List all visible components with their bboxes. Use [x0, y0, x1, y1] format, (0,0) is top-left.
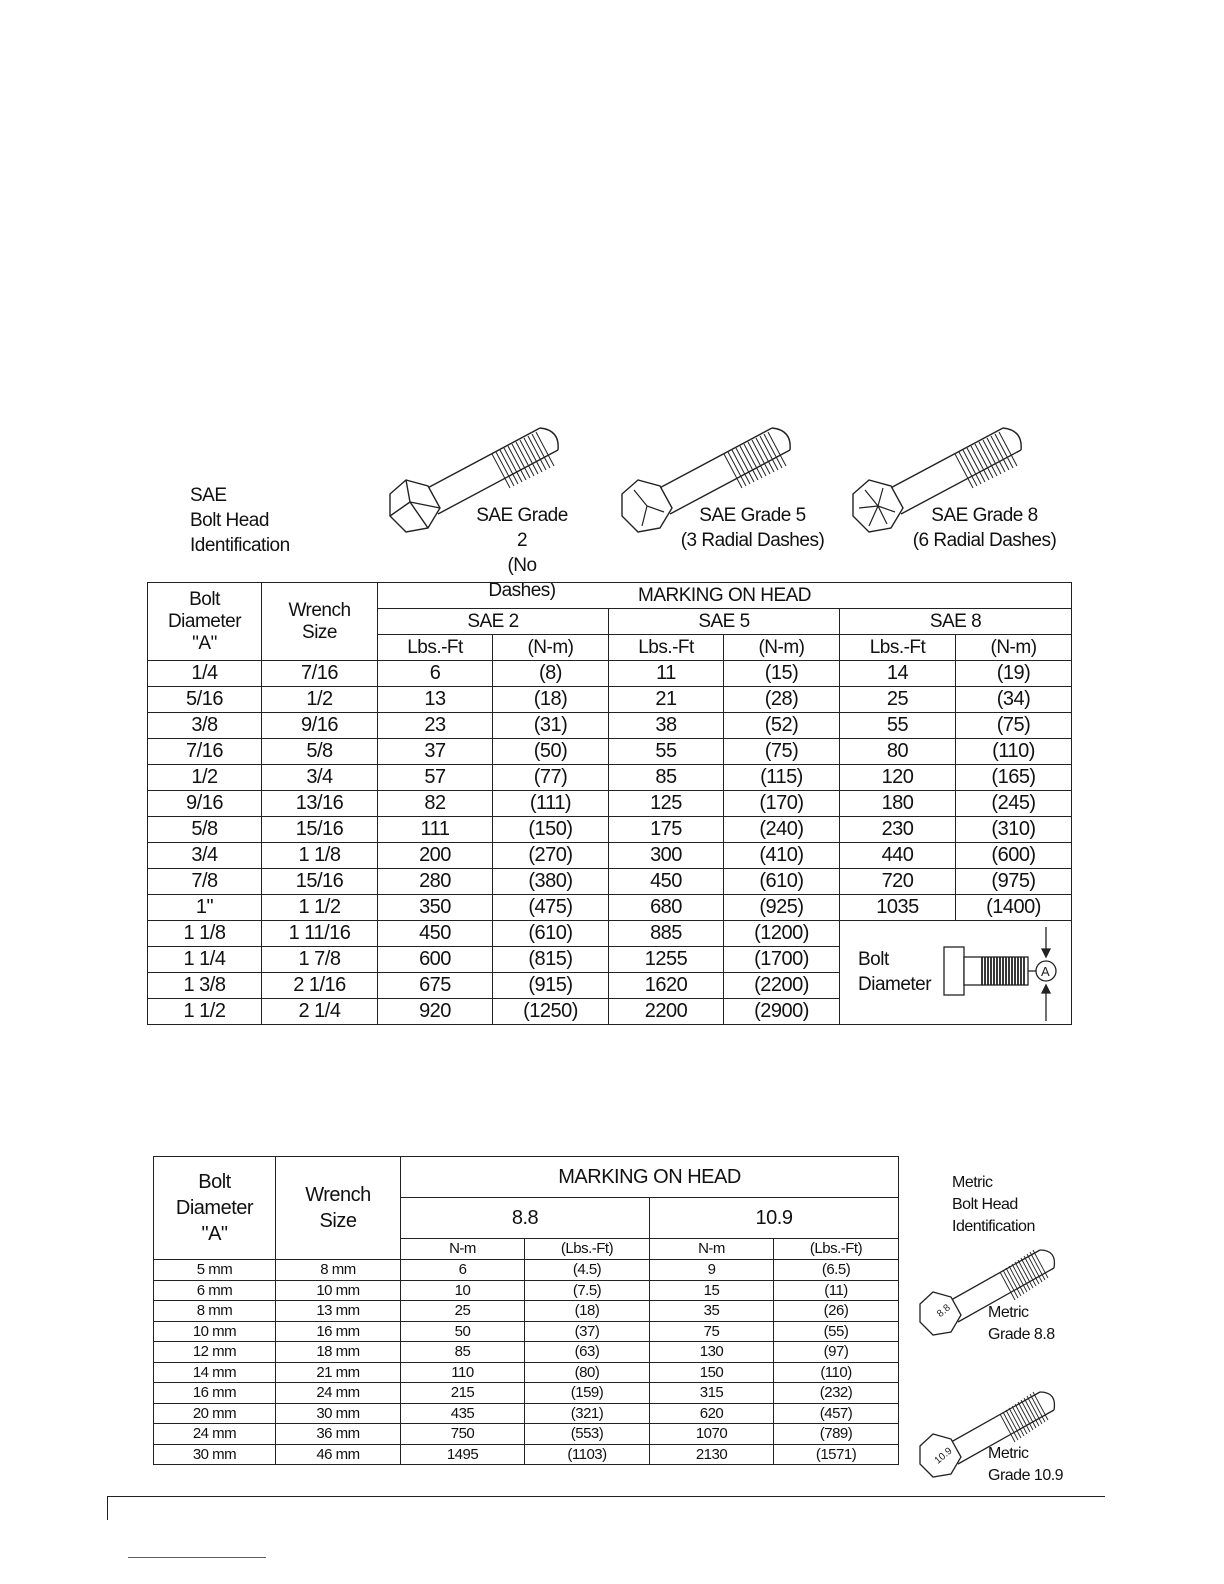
table-cell: 12 mm: [154, 1342, 276, 1363]
table-cell: 13/16: [262, 791, 378, 817]
table-cell: 9: [650, 1260, 774, 1281]
grade-line: Metric: [988, 1445, 1029, 1462]
table-cell: 5/16: [148, 687, 262, 713]
table-cell: 13 mm: [276, 1301, 401, 1322]
table-cell: (31): [493, 713, 609, 739]
table-cell: 7/16: [262, 661, 378, 687]
sae-torque-table: [147, 582, 1072, 1025]
sae-ident-line: Identification: [190, 535, 290, 556]
table-cell: (165): [956, 765, 1072, 791]
grade-note: (6 Radial Dashes): [912, 530, 1057, 551]
table-cell: (19): [956, 661, 1072, 687]
table-cell: 1/2: [262, 687, 378, 713]
table-row: [154, 1424, 899, 1445]
table-cell: 435: [401, 1403, 525, 1424]
header-line: Wrench: [288, 599, 351, 621]
table-cell: (310): [956, 817, 1072, 843]
table-row: [154, 1321, 899, 1342]
table-cell: (170): [724, 791, 840, 817]
grade-name: SAE Grade 5: [699, 505, 806, 526]
table-cell: 7/16: [148, 739, 262, 765]
table-cell: (37): [525, 1321, 650, 1342]
table-cell: 111: [378, 817, 493, 843]
table-cell: 10: [401, 1280, 525, 1301]
unit-header: Lbs.-Ft: [840, 635, 956, 661]
table-cell: (240): [724, 817, 840, 843]
metric-table-body: [154, 1260, 899, 1465]
header-line: "A": [201, 1223, 228, 1245]
table-row: [154, 1280, 899, 1301]
table-cell: (1400): [956, 895, 1072, 921]
group-header-sae8: SAE 8: [840, 609, 1072, 635]
table-cell: 85: [401, 1342, 525, 1363]
group-header-10-9: 10.9: [650, 1198, 899, 1239]
table-cell: 85: [609, 765, 724, 791]
table-cell: 3/8: [148, 713, 262, 739]
table-cell: 1 3/8: [148, 973, 262, 999]
header-line: Diameter: [167, 610, 242, 632]
header-line: Size: [319, 1210, 357, 1232]
footer-link-line: [128, 1557, 266, 1558]
table-cell: 57: [378, 765, 493, 791]
table-cell: 3/4: [262, 765, 378, 791]
table-cell: 1255: [609, 947, 724, 973]
table-cell: 38: [609, 713, 724, 739]
table-cell: (410): [724, 843, 840, 869]
table-cell: (232): [774, 1383, 899, 1404]
table-cell: 46 mm: [276, 1444, 401, 1465]
unit-header: (N-m): [724, 635, 840, 661]
table-cell: (245): [956, 791, 1072, 817]
table-cell: 200: [378, 843, 493, 869]
marking-header: MARKING ON HEAD: [378, 583, 1072, 609]
table-cell: 15: [650, 1280, 774, 1301]
table-cell: 1 1/4: [148, 947, 262, 973]
table-cell: 230: [840, 817, 956, 843]
table-cell: 30 mm: [276, 1403, 401, 1424]
header-line: Bolt: [189, 588, 220, 610]
table-cell: 2200: [609, 999, 724, 1025]
table-cell: 180: [840, 791, 956, 817]
table-cell: (52): [724, 713, 840, 739]
table-cell: 2 1/16: [262, 973, 378, 999]
table-cell: 750: [401, 1424, 525, 1445]
table-cell: 215: [401, 1383, 525, 1404]
table-row: [154, 1342, 899, 1363]
table-cell: 15/16: [262, 869, 378, 895]
unit-header: (N-m): [493, 635, 609, 661]
bolt-diameter-icon: [936, 921, 1066, 1025]
table-cell: (475): [493, 895, 609, 921]
table-cell: 920: [378, 999, 493, 1025]
table-row: [148, 687, 1072, 713]
table-cell: (97): [774, 1342, 899, 1363]
table-row: [148, 921, 1072, 947]
table-cell: 5/8: [148, 817, 262, 843]
table-cell: (7.5): [525, 1280, 650, 1301]
metric-grade-10-9-label: [988, 1443, 1063, 1487]
table-cell: 14: [840, 661, 956, 687]
unit-header: N-m: [401, 1239, 525, 1260]
table-cell: 21: [609, 687, 724, 713]
table-cell: 5/8: [262, 739, 378, 765]
table-cell: 21 mm: [276, 1362, 401, 1383]
table-cell: (6.5): [774, 1260, 899, 1281]
table-cell: (925): [724, 895, 840, 921]
table-cell: 1 7/8: [262, 947, 378, 973]
table-cell: 2 1/4: [262, 999, 378, 1025]
grade-note: (No Dashes): [488, 555, 556, 601]
group-header-8-8: 8.8: [401, 1198, 650, 1239]
table-row: [154, 1383, 899, 1404]
table-cell: 600: [378, 947, 493, 973]
table-cell: 6 mm: [154, 1280, 276, 1301]
table-cell: 1/2: [148, 765, 262, 791]
table-cell: (600): [956, 843, 1072, 869]
table-cell: (1700): [724, 947, 840, 973]
table-cell: 130: [650, 1342, 774, 1363]
metric-ident-line: Bolt Head: [952, 1196, 1018, 1213]
header-line: Diameter: [175, 1197, 254, 1219]
unit-header: (Lbs.-Ft): [774, 1239, 899, 1260]
table-row: [148, 791, 1072, 817]
table-cell: 5 mm: [154, 1260, 276, 1281]
table-cell: 80: [840, 739, 956, 765]
table-cell: (2200): [724, 973, 840, 999]
table-cell: (610): [724, 869, 840, 895]
metric-ident-line: Identification: [952, 1218, 1035, 1235]
table-cell: 24 mm: [154, 1424, 276, 1445]
table-cell: 18 mm: [276, 1342, 401, 1363]
sae-table-body: [148, 661, 1072, 1025]
table-cell: 24 mm: [276, 1383, 401, 1404]
table-cell: 1 11/16: [262, 921, 378, 947]
table-cell: 125: [609, 791, 724, 817]
table-cell: (610): [493, 921, 609, 947]
table-row: [154, 1444, 899, 1465]
table-cell: 440: [840, 843, 956, 869]
table-cell: (789): [774, 1424, 899, 1445]
metric-ident-label: [952, 1172, 1035, 1238]
table-cell: 10 mm: [276, 1280, 401, 1301]
table-cell: (111): [493, 791, 609, 817]
table-cell: 1070: [650, 1424, 774, 1445]
table-cell: (80): [525, 1362, 650, 1383]
table-cell: 37: [378, 739, 493, 765]
table-cell: 175: [609, 817, 724, 843]
grade-line: Grade 8.8: [988, 1326, 1055, 1343]
bolt-diagram-label: [858, 947, 931, 997]
sae-grade-5-label: [680, 503, 825, 553]
table-cell: 8 mm: [276, 1260, 401, 1281]
unit-header: N-m: [650, 1239, 774, 1260]
table-cell: (50): [493, 739, 609, 765]
unit-header: Lbs.-Ft: [609, 635, 724, 661]
table-cell: (55): [774, 1321, 899, 1342]
metric-wrench-size-header: [276, 1157, 401, 1260]
metric-ident-line: Metric: [952, 1174, 993, 1191]
table-cell: 280: [378, 869, 493, 895]
table-row: [148, 739, 1072, 765]
sae-ident-line: Bolt Head: [190, 510, 269, 531]
sae-ident-line: SAE: [190, 485, 227, 506]
grade-line: Metric: [988, 1304, 1029, 1321]
table-cell: 10 mm: [154, 1321, 276, 1342]
table-cell: 50: [401, 1321, 525, 1342]
table-row: [154, 1362, 899, 1383]
table-cell: (159): [525, 1383, 650, 1404]
table-cell: 14 mm: [154, 1362, 276, 1383]
table-cell: (34): [956, 687, 1072, 713]
table-row: [148, 843, 1072, 869]
table-cell: (270): [493, 843, 609, 869]
table-cell: 82: [378, 791, 493, 817]
table-cell: 11: [609, 661, 724, 687]
grade-note: (3 Radial Dashes): [680, 530, 825, 551]
bolt-diameter-diagram: [840, 921, 1072, 1025]
header-line: Bolt: [198, 1171, 231, 1193]
table-cell: (110): [774, 1362, 899, 1383]
table-cell: (28): [724, 687, 840, 713]
metric-marking-header: MARKING ON HEAD: [401, 1157, 899, 1198]
table-cell: 25: [401, 1301, 525, 1322]
table-cell: (110): [956, 739, 1072, 765]
table-cell: 300: [609, 843, 724, 869]
table-cell: 1495: [401, 1444, 525, 1465]
bolt-diagram-line: Bolt: [858, 949, 889, 970]
table-cell: (1200): [724, 921, 840, 947]
table-cell: 885: [609, 921, 724, 947]
metric-head-text: 10.9: [932, 1445, 955, 1467]
table-row: [148, 661, 1072, 687]
table-cell: (815): [493, 947, 609, 973]
table-cell: 1 1/8: [262, 843, 378, 869]
table-cell: (975): [956, 869, 1072, 895]
metric-grade-8-8-label: [988, 1302, 1055, 1346]
table-row: [154, 1260, 899, 1281]
table-cell: 13: [378, 687, 493, 713]
table-cell: 1": [148, 895, 262, 921]
table-cell: 16 mm: [276, 1321, 401, 1342]
table-row: [148, 713, 1072, 739]
table-cell: (77): [493, 765, 609, 791]
table-cell: 30 mm: [154, 1444, 276, 1465]
metric-head-text: 8.8: [935, 1302, 953, 1320]
table-cell: 55: [840, 713, 956, 739]
table-cell: 110: [401, 1362, 525, 1383]
table-row: [154, 1301, 899, 1322]
table-cell: 8 mm: [154, 1301, 276, 1322]
table-cell: 620: [650, 1403, 774, 1424]
header-line: "A": [192, 632, 217, 654]
table-cell: 20 mm: [154, 1403, 276, 1424]
table-row: [148, 817, 1072, 843]
table-cell: 1/4: [148, 661, 262, 687]
table-cell: 120: [840, 765, 956, 791]
table-cell: (457): [774, 1403, 899, 1424]
table-cell: (150): [493, 817, 609, 843]
table-row: [154, 1403, 899, 1424]
table-cell: 36 mm: [276, 1424, 401, 1445]
table-cell: (75): [956, 713, 1072, 739]
table-cell: (26): [774, 1301, 899, 1322]
table-cell: (321): [525, 1403, 650, 1424]
table-cell: 16 mm: [154, 1383, 276, 1404]
group-header-sae2: SAE 2: [378, 609, 609, 635]
table-cell: 450: [378, 921, 493, 947]
wrench-size-header: [262, 583, 378, 661]
bolt-diameter-header: [148, 583, 262, 661]
table-cell: (1103): [525, 1444, 650, 1465]
table-cell: (115): [724, 765, 840, 791]
grade-line: Grade 10.9: [988, 1467, 1064, 1484]
table-cell: (18): [493, 687, 609, 713]
table-cell: 2130: [650, 1444, 774, 1465]
table-cell: (63): [525, 1342, 650, 1363]
table-cell: (1250): [493, 999, 609, 1025]
table-cell: 675: [378, 973, 493, 999]
table-cell: 23: [378, 713, 493, 739]
table-row: [148, 869, 1072, 895]
table-cell: 75: [650, 1321, 774, 1342]
table-cell: 1 1/8: [148, 921, 262, 947]
table-cell: 1 1/2: [262, 895, 378, 921]
table-cell: 6: [378, 661, 493, 687]
table-cell: 6: [401, 1260, 525, 1281]
table-cell: (75): [724, 739, 840, 765]
header-line: Wrench: [305, 1184, 371, 1206]
bolt-diagram-line: Diameter: [858, 974, 932, 995]
table-cell: 1 1/2: [148, 999, 262, 1025]
header-line: Size: [302, 621, 337, 643]
table-cell: 15/16: [262, 817, 378, 843]
table-cell: 1620: [609, 973, 724, 999]
table-cell: (2900): [724, 999, 840, 1025]
bolt-diagram-marker: A: [1041, 964, 1050, 979]
unit-header: Lbs.-Ft: [378, 635, 493, 661]
table-cell: (15): [724, 661, 840, 687]
table-row: [148, 765, 1072, 791]
grade-name: SAE Grade 8: [931, 505, 1038, 526]
footer-rule-tick: [107, 1496, 108, 1520]
unit-header: (Lbs.-Ft): [525, 1239, 650, 1260]
table-cell: (553): [525, 1424, 650, 1445]
table-cell: 150: [650, 1362, 774, 1383]
table-cell: (4.5): [525, 1260, 650, 1281]
table-row: [148, 895, 1072, 921]
table-cell: (1571): [774, 1444, 899, 1465]
table-cell: (8): [493, 661, 609, 687]
table-cell: 450: [609, 869, 724, 895]
table-cell: (915): [493, 973, 609, 999]
table-cell: 680: [609, 895, 724, 921]
table-cell: 7/8: [148, 869, 262, 895]
metric-torque-table: [153, 1156, 899, 1465]
table-cell: 1035: [840, 895, 956, 921]
metric-bolt-diameter-header: [154, 1157, 276, 1260]
table-cell: 25: [840, 687, 956, 713]
table-cell: 315: [650, 1383, 774, 1404]
table-cell: 350: [378, 895, 493, 921]
sae-grade-8-label: [912, 503, 1057, 553]
table-cell: 720: [840, 869, 956, 895]
table-cell: 9/16: [148, 791, 262, 817]
table-cell: 3/4: [148, 843, 262, 869]
footer-rule: [107, 1496, 1105, 1497]
grade-name: SAE Grade 2: [476, 505, 568, 551]
table-cell: 55: [609, 739, 724, 765]
table-cell: (18): [525, 1301, 650, 1322]
table-cell: (380): [493, 869, 609, 895]
unit-header: (N-m): [956, 635, 1072, 661]
table-cell: (11): [774, 1280, 899, 1301]
table-cell: 35: [650, 1301, 774, 1322]
group-header-sae5: SAE 5: [609, 609, 840, 635]
table-cell: 9/16: [262, 713, 378, 739]
sae-ident-label: [190, 483, 290, 558]
